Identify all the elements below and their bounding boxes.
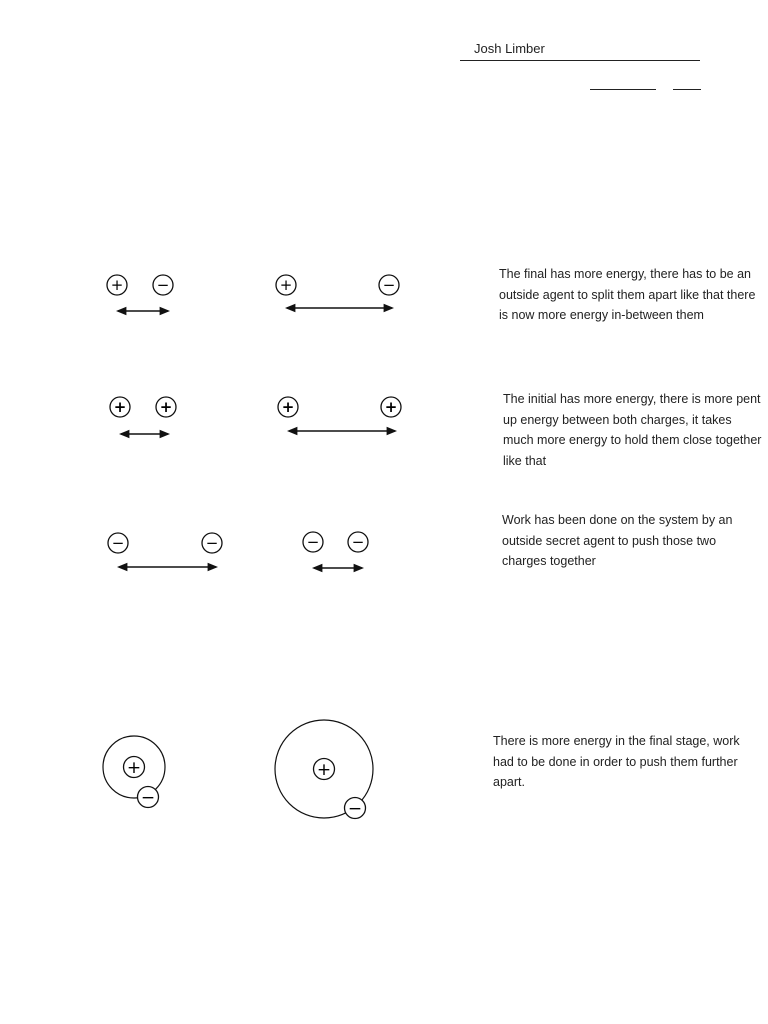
- positive-charge: [276, 275, 296, 295]
- svg-text:−: −: [140, 788, 156, 808]
- negative-charge: [202, 533, 222, 553]
- svg-text:+: +: [113, 398, 127, 416]
- negative-charge: [379, 275, 399, 295]
- svg-text:−: −: [347, 799, 363, 819]
- negative-charge: [138, 787, 159, 809]
- svg-text:−: −: [111, 534, 125, 552]
- svg-text:−: −: [382, 276, 396, 294]
- svg-text:−: −: [156, 276, 170, 294]
- negative-charge: [348, 532, 368, 552]
- negative-charge: [303, 532, 323, 552]
- svg-text:+: +: [316, 760, 332, 780]
- positive-charge: [156, 397, 176, 417]
- negative-charge: [108, 533, 128, 553]
- answer-text-3: Work has been done on the system by an outside secret agent to push those two charges together: [502, 513, 733, 568]
- answer-text-1: The final has more energy, there has to be an outside agent to split them apart like that there is now more energy in-between them: [499, 267, 756, 322]
- svg-text:+: +: [281, 398, 295, 416]
- small-orbit: [103, 736, 165, 808]
- svg-text:+: +: [159, 398, 173, 416]
- diagram-row-2: [110, 397, 401, 434]
- svg-text:−: −: [351, 533, 365, 551]
- svg-text:+: +: [126, 758, 142, 778]
- negative-charge: [345, 798, 366, 820]
- svg-text:+: +: [384, 398, 398, 416]
- large-orbit: [275, 720, 373, 819]
- positive-charge: [278, 397, 298, 417]
- svg-text:−: −: [205, 534, 219, 552]
- positive-charge: [124, 757, 145, 779]
- positive-charge: [314, 759, 335, 781]
- positive-charge: [381, 397, 401, 417]
- diagram-row-4: [103, 720, 373, 819]
- svg-text:−: −: [306, 533, 320, 551]
- negative-charge: [153, 275, 173, 295]
- diagram-row-3: [108, 532, 368, 568]
- answer-text-4: There is more energy in the final stage, work had to be done in order to push them further apart.: [493, 734, 740, 789]
- answer-text-2: The initial has more energy, there is more pent up energy between both charges, it takes much more energy to hold them close together like that: [503, 392, 762, 468]
- svg-text:+: +: [279, 276, 293, 294]
- diagram-row-1: [107, 275, 399, 311]
- positive-charge: [107, 275, 127, 295]
- student-name: Josh Limber: [474, 41, 545, 56]
- positive-charge: [110, 397, 130, 417]
- svg-text:+: +: [110, 276, 124, 294]
